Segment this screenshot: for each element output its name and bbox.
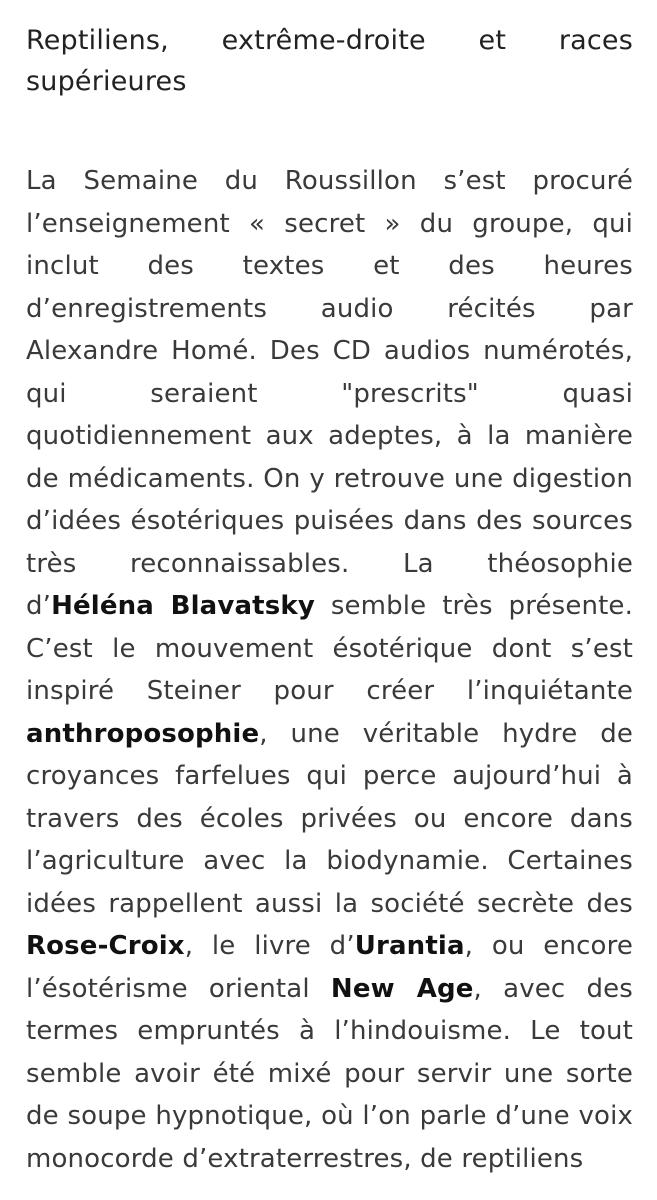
link-new-age[interactable]: New Age: [330, 973, 474, 1004]
link-urantia[interactable]: Urantia: [354, 931, 465, 961]
paragraph-text: , avec des termes empruntés à l’hindouisme. Le tout semble avoir été mixé pour servir une sorte de soupe hypnotique, où l’on parle d’une voix monocorde d’extraterrestres, de reptiliens: [26, 973, 634, 1174]
link-rose-croix[interactable]: Rose-Croix: [26, 931, 185, 961]
article-paragraph: [0, 102, 657, 1180]
paragraph-text: semble très présente. C’est le mouvement ésotérique dont s’est inspiré Steiner pour créer l’inquiétante: [26, 591, 633, 706]
paragraph-text: , le livre d’: [184, 931, 355, 961]
paragraph-text: La Semaine du Roussillon s’est procuré l’enseignement « secret » du groupe, qui inclut des textes et des heures d’enregistrements audio récités par Alexandre Homé. Des CD audios numérotés, qui seraient "prescrits" quasi quotidiennement aux adeptes, à la manière de médicaments. On y retrouve une digestion d’idées ésotériques puisées dans des sources très reconnaissables. La théosophie d’: [26, 166, 633, 621]
paragraph-text: , ou encore l’ésotérisme oriental: [26, 931, 633, 1004]
section-heading: Reptiliens, extrême-droite et races supérieures: [26, 25, 633, 97]
link-anthroposophie[interactable]: anthroposophie: [26, 718, 260, 749]
paragraph-text: , une véritable hydre de croyances farfelues qui perce aujourd’hui à travers des écoles privées ou encore dans l’agriculture avec la biodynamie. Certaines idées rappellent aussi la société secrète des: [26, 718, 633, 919]
link-helena-blavatsky[interactable]: Héléna Blavatsky: [51, 591, 315, 621]
